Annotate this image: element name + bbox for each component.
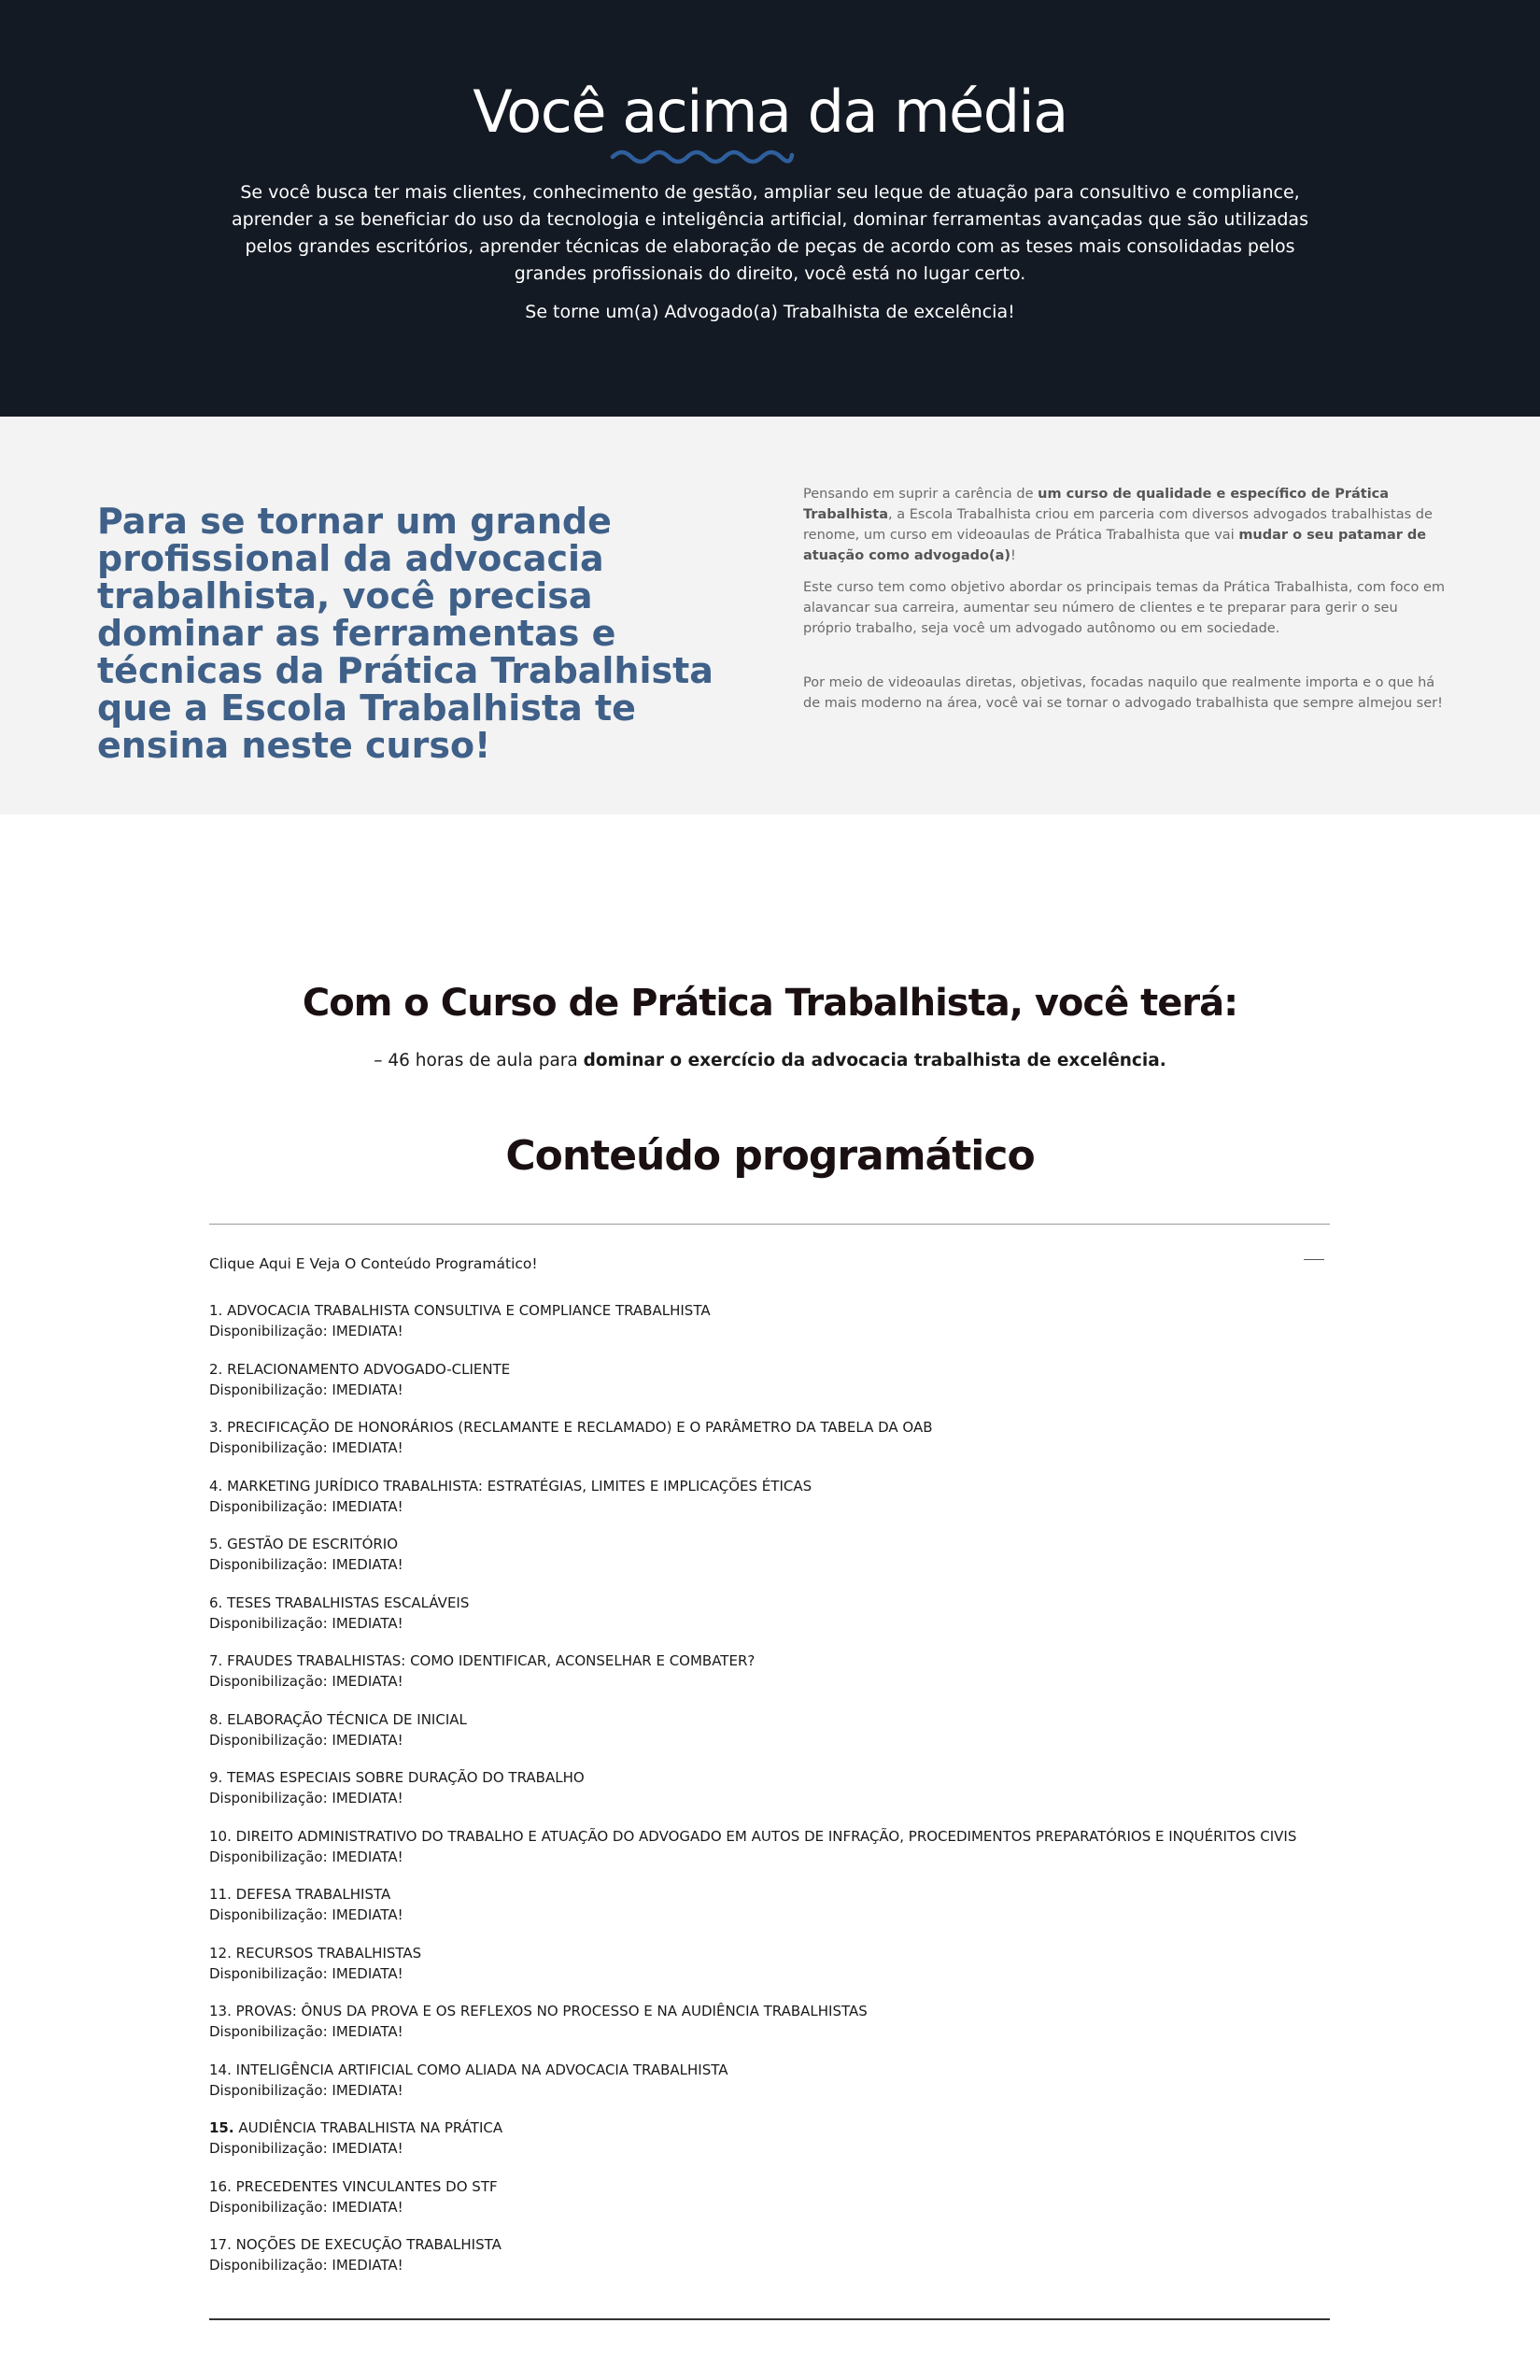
program-item-name: ADVOCACIA TRABALHISTA CONSULTIVA E COMPLIANCE TRABALHISTA <box>227 1302 711 1319</box>
wave-underline-icon <box>609 146 796 166</box>
program-item <box>209 2234 1330 2293</box>
program-item-name: MARKETING JURÍDICO TRABALHISTA: ESTRATÉGIAS, LIMITES E IMPLICAÇÕES ÉTICAS <box>227 1477 812 1495</box>
program-item <box>209 1359 1330 1418</box>
intro-heading: Para se tornar um grande profissional da advocacia trabalhista, você precisa dominar as ferramentas e técnicas da Prática Trabalhista que a Escola Trabalhista te ensina neste curso! <box>97 501 713 766</box>
program-item-name: PRECEDENTES VINCULANTES DO STF <box>235 2177 498 2195</box>
intro-paragraph-1 <box>803 484 1448 566</box>
program-list <box>209 1300 1330 2293</box>
program-item-title <box>209 1534 1330 1554</box>
program-item-title <box>209 1593 1330 1613</box>
intro-p1-bold-1: um curso de qualidade e específico de Prática Trabalhista <box>803 487 1390 522</box>
course-subtitle-a: – 46 horas de aula para <box>374 1051 584 1070</box>
program-item <box>209 1593 1330 1651</box>
program-item-title <box>209 1359 1330 1380</box>
program-item-name: PRECIFICAÇÃO DE HONORÁRIOS (RECLAMANTE E RECLAMADO) E O PARÂMETRO DA TABELA DA OAB <box>227 1419 933 1436</box>
program-item-name: RELACIONAMENTO ADVOGADO-CLIENTE <box>227 1360 511 1378</box>
program-item-name: RECURSOS TRABALHISTAS <box>235 1944 422 1962</box>
program-item-name: PROVAS: ÔNUS DA PROVA E OS REFLEXOS NO PROCESSO E NA AUDIÊNCIA TRABALHISTAS <box>235 2003 868 2019</box>
program-item-name: TESES TRABALHISTAS ESCALÁVEIS <box>227 1594 470 1611</box>
program-item-number: 12. <box>209 1944 232 1962</box>
intro-p1-a: Pensando em suprir a carência de <box>803 487 1038 502</box>
program-item-status: Disponibilização: IMEDIATA! <box>209 1439 403 1456</box>
program-item <box>209 1650 1330 1709</box>
hero-title <box>0 75 1540 149</box>
program-item-title <box>209 1417 1330 1438</box>
program-item-status: Disponibilização: IMEDIATA! <box>209 2081 403 2099</box>
program-item-name: FRAUDES TRABALHISTAS: COMO IDENTIFICAR, ACONSELHAR E COMBATER? <box>227 1652 756 1669</box>
program-item <box>209 1709 1330 1768</box>
program-item-number: 4. <box>209 1477 223 1495</box>
program-item <box>209 1476 1330 1535</box>
intro-text-column <box>803 484 1448 725</box>
program-item-title <box>209 1300 1330 1321</box>
program-item-title <box>209 1826 1330 1847</box>
program-item-number: 5. <box>209 1536 223 1552</box>
program-item-number: 13. <box>209 2003 232 2019</box>
program-item-status: Disponibilização: IMEDIATA! <box>209 1731 403 1749</box>
program-item-name: INTELIGÊNCIA ARTIFICIAL COMO ALIADA NA ADVOCACIA TRABALHISTA <box>235 2061 728 2078</box>
accordion-top-divider <box>209 1224 1330 1225</box>
program-item-status: Disponibilização: IMEDIATA! <box>209 1556 403 1573</box>
program-item-status: Disponibilização: IMEDIATA! <box>209 2257 403 2274</box>
hero-title-before: Você <box>473 78 623 146</box>
program-item-status: Disponibilização: IMEDIATA! <box>209 2023 403 2040</box>
program-item-number: 8. <box>209 1710 223 1728</box>
intro-paragraph-3: Por meio de videoaulas diretas, objetivas, focadas naquilo que realmente importa e o que há de mais moderno na área, você vai se tornar o advogado trabalhista que sempre almejou ser! <box>803 675 1443 711</box>
program-item-status: Disponibilização: IMEDIATA! <box>209 1964 403 1982</box>
program-item-name: DEFESA TRABALHISTA <box>235 1886 391 1903</box>
hero-description: Se você busca ter mais clientes, conhecimento de gestão, ampliar seu leque de atuação para consultivo e compliance, aprender a se beneficiar do uso da tecnologia e inteligência artificial, dominar ferramentas avançadas que são utilizadas pelos grandes escritórios, aprender técnicas de elaboração de peças de acordo com as teses mais consolidadas pelos grandes profissionais do direito, você está no lugar certo. <box>232 182 1308 284</box>
program-item-status: Disponibilização: IMEDIATA! <box>209 1323 403 1339</box>
intro-paragraph-2: Este curso tem como objetivo abordar os principais temas da Prática Trabalhista, com foco em alavancar sua carreira, aumentar seu número de clientes e te preparar para gerir o seu próprio trabalho, seja você um advogado autônomo ou em sociedade. <box>803 580 1446 636</box>
program-item <box>209 2176 1330 2235</box>
hero-title-highlight-text: acima <box>622 78 791 146</box>
program-item <box>209 1884 1330 1943</box>
program-item-title <box>209 1884 1330 1905</box>
hero-cta-text: Se torne um(a) Advogado(a) Trabalhista de excelência! <box>525 302 1015 322</box>
intro-section <box>0 417 1540 815</box>
program-item-title <box>209 2176 1330 2197</box>
program-item-name: AUDIÊNCIA TRABALHISTA NA PRÁTICA <box>238 2119 503 2136</box>
program-item-title <box>209 1767 1330 1788</box>
course-title: Com o Curso de Prática Trabalhista, você terá: <box>302 982 1238 1025</box>
program-item <box>209 1300 1330 1359</box>
accordion-toggle-label: Clique Aqui E Veja O Conteúdo Programático! <box>209 1255 538 1272</box>
program-item <box>209 1534 1330 1593</box>
program-item <box>209 2118 1330 2176</box>
program-item-title <box>209 1943 1330 1963</box>
program-item-title <box>209 2118 1330 2138</box>
program-item-title <box>209 1650 1330 1671</box>
hero-title-highlight <box>622 75 790 149</box>
program-item-number: 14. <box>209 2061 232 2078</box>
course-subtitle <box>0 1048 1540 1074</box>
program-item-title <box>209 2060 1330 2080</box>
program-item-status: Disponibilização: IMEDIATA! <box>209 1673 403 1690</box>
course-subtitle-bold: dominar o exercício da advocacia trabalhista de excelência. <box>583 1051 1166 1070</box>
accordion-bottom-divider <box>209 2318 1330 2320</box>
program-item-name: ELABORAÇÃO TÉCNICA DE INICIAL <box>227 1710 467 1728</box>
program-item-title <box>209 2234 1330 2255</box>
program-title: Conteúdo programático <box>505 1132 1035 1180</box>
program-item-title <box>209 2001 1330 2021</box>
program-item-number: 11. <box>209 1886 232 1903</box>
program-item-number: 16. <box>209 2177 232 2195</box>
program-item-title <box>209 1709 1330 1730</box>
program-item-name: DIREITO ADMINISTRATIVO DO TRABALHO E ATUAÇÃO DO ADVOGADO EM AUTOS DE INFRAÇÃO, PROCEDIMENTOS PREPARATÓRIOS E INQUÉRITOS CIVIS <box>235 1827 1297 1845</box>
program-item <box>209 1417 1330 1476</box>
program-item-status: Disponibilização: IMEDIATA! <box>209 1790 403 1806</box>
hero-section <box>0 0 1540 417</box>
program-item-number: 10. <box>209 1827 232 1845</box>
intro-p1-bold-2: mudar o seu patamar de atuação como advogado(a) <box>803 528 1427 563</box>
program-item-number: 15. <box>209 2119 234 2136</box>
program-item <box>209 1767 1330 1826</box>
intro-p1-e: ! <box>1010 548 1016 563</box>
program-item-number: 17. <box>209 2236 232 2253</box>
program-item-status: Disponibilização: IMEDIATA! <box>209 1497 403 1515</box>
program-item-number: 2. <box>209 1360 223 1378</box>
program-item-status: Disponibilização: IMEDIATA! <box>209 2198 403 2216</box>
program-item <box>209 1826 1330 1885</box>
program-item <box>209 1943 1330 2002</box>
intro-p1-c: , a Escola Trabalhista criou em parceria com diversos advogados trabalhistas de renome, um curso em videoaulas de Prática Trabalhista que vai <box>803 507 1433 543</box>
program-item-title <box>209 1476 1330 1496</box>
program-item-status: Disponibilização: IMEDIATA! <box>209 2140 403 2157</box>
program-item-status: Disponibilização: IMEDIATA! <box>209 1381 403 1398</box>
program-item-status: Disponibilização: IMEDIATA! <box>209 1848 403 1865</box>
hero-title-after: da média <box>790 78 1067 146</box>
program-item-name: TEMAS ESPECIAIS SOBRE DURAÇÃO DO TRABALHO <box>227 1769 585 1786</box>
program-item-number: 1. <box>209 1302 223 1319</box>
program-item-number: 6. <box>209 1594 223 1611</box>
program-item <box>209 2060 1330 2118</box>
program-item-number: 7. <box>209 1652 223 1669</box>
program-item-name: GESTÃO DE ESCRITÓRIO <box>227 1536 399 1552</box>
program-item-number: 3. <box>209 1419 223 1436</box>
program-item <box>209 2001 1330 2060</box>
program-item-status: Disponibilização: IMEDIATA! <box>209 1906 403 1923</box>
program-item-number: 9. <box>209 1769 223 1786</box>
program-item-status: Disponibilização: IMEDIATA! <box>209 1614 403 1632</box>
program-item-name: NOÇÕES DE EXECUÇÃO TRABALHISTA <box>235 2236 502 2253</box>
minus-icon[interactable] <box>1304 1259 1324 1260</box>
accordion-toggle[interactable] <box>209 1252 1330 1280</box>
